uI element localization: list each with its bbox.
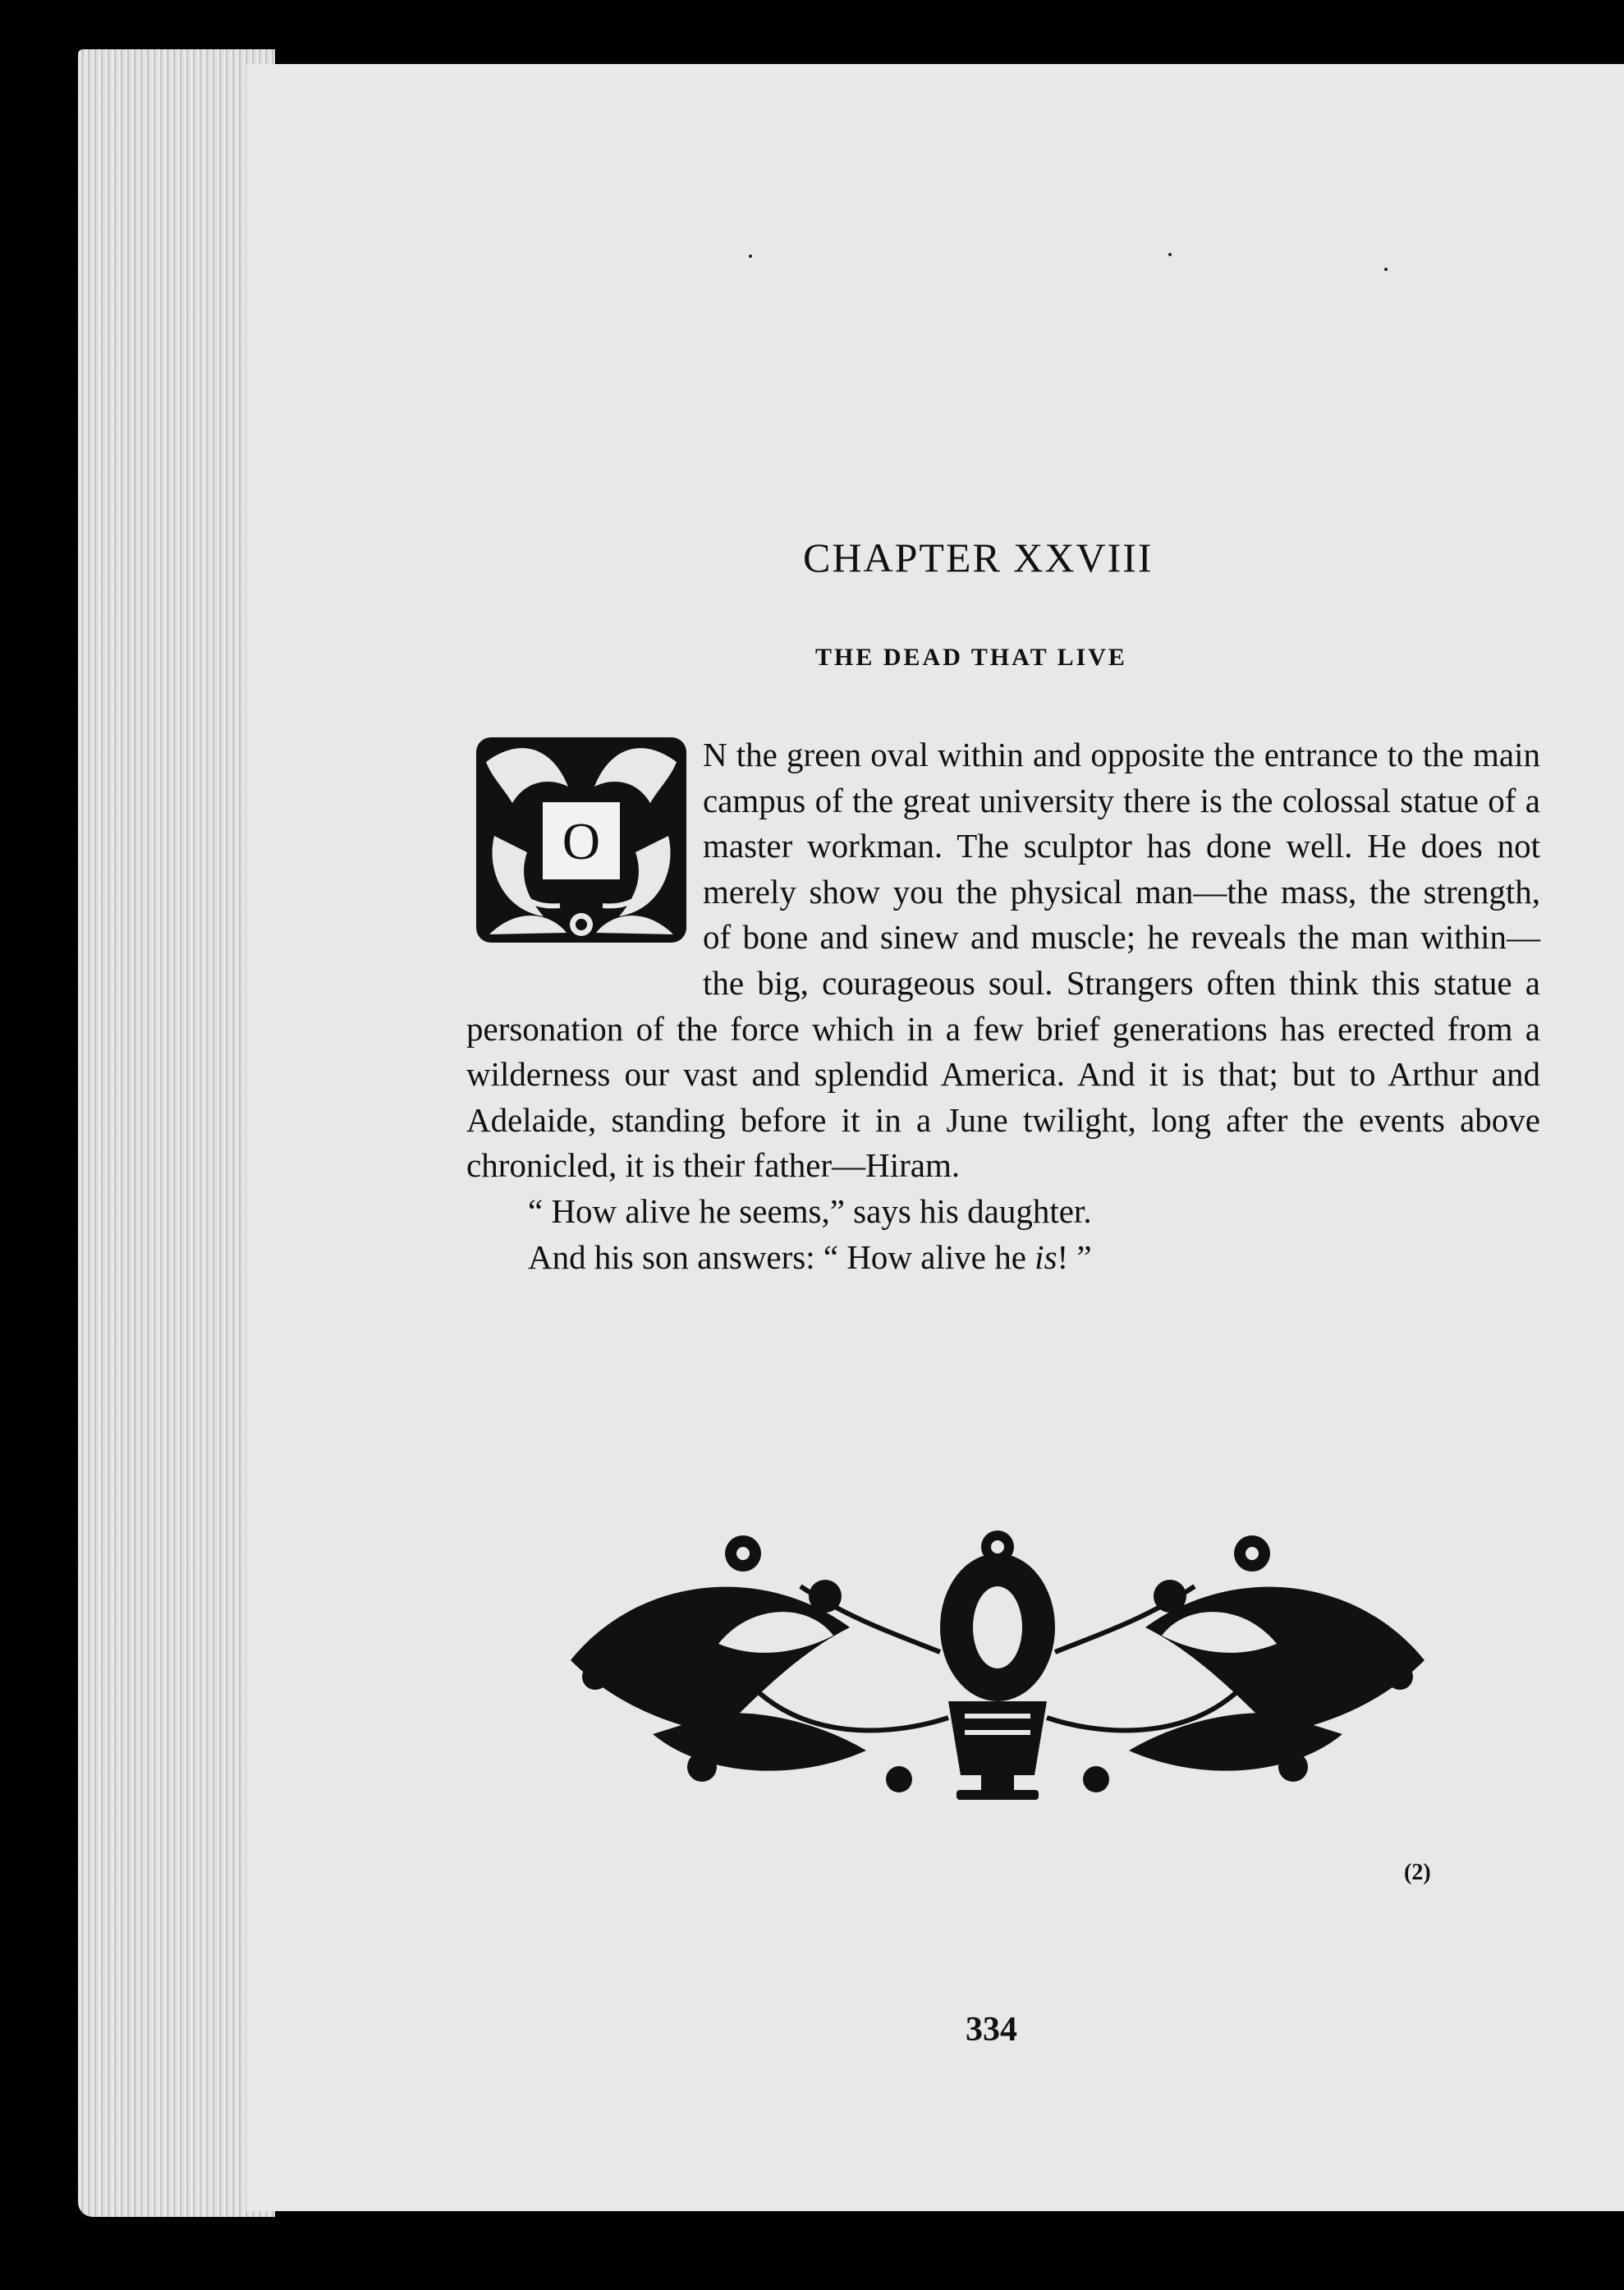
paragraph-first-letter: N — [703, 736, 727, 773]
dialogue-line-daughter: “ How alive he seems,” says his daughter. — [528, 1191, 1092, 1230]
floral-urn-ornament-icon — [554, 1529, 1441, 1816]
dialogue-emphasis: is — [1034, 1237, 1057, 1276]
dialogue-line-son — [466, 1235, 1540, 1281]
page-number: 334 — [966, 2011, 1017, 2049]
dust-speck — [749, 255, 752, 258]
page-edges — [78, 49, 275, 2217]
plate-number: (2) — [1404, 1860, 1431, 1885]
ornament-graphic — [554, 1529, 1441, 1816]
paragraph-text: the green oval within and opposite the entrance to the main campus of the great university there is the colossal statue of a master workman. The sculptor has done well. He does not merely show you the physical man—the mass, the strength, of bone and sinew and muscle; he reveals the man within—the big, courageous soul. Strangers often think this statue a personation of the force which in a few brief generations has erected from a wilderness our vast and splendid America. And it is that; but to Arthur and Adelaide, standing before it in a June twilight, long after the events above chronicled, it is their father—Hiram. — [466, 736, 1540, 1185]
chapter-title: CHAPTER XXVIII — [803, 535, 1154, 581]
dust-speck — [1168, 253, 1172, 256]
drop-cap-space — [466, 732, 703, 994]
opening-paragraph — [466, 732, 1540, 1189]
drop-cap-letter: O — [540, 800, 622, 882]
dialogue-son-text: And his son answers: “ How alive he — [528, 1237, 1035, 1276]
chapter-subtitle: THE DEAD THAT LIVE — [815, 644, 1127, 671]
dialogue-son-closing: ! ” — [1057, 1237, 1092, 1276]
dust-speck — [1384, 268, 1388, 271]
chapter-body — [466, 732, 1540, 1280]
